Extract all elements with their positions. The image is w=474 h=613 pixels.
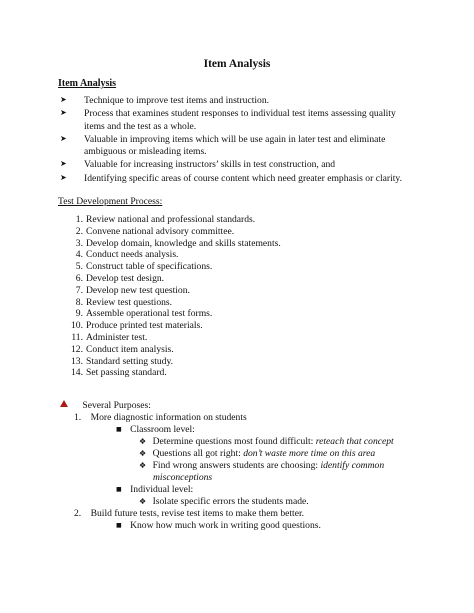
diamond-bullet-icon: ❖ [139, 497, 147, 506]
list-item: 6. Develop test design. [75, 272, 165, 284]
list-item: 4. Conduct needs analysis. [75, 249, 179, 261]
test-development-steps [71, 214, 281, 379]
purposes-heading: Several Purposes: [82, 400, 151, 411]
diamond-bullet-icon: ❖ [139, 437, 147, 446]
list-item: 12. Conduct item analysis. [71, 343, 174, 355]
page-title: Item Analysis [203, 58, 271, 70]
list-item: 5. Construct table of specifications. [75, 261, 213, 273]
square-bullet-icon: ■ [116, 522, 122, 529]
classroom-level: ■ Classroom level: [116, 424, 195, 435]
diamond-bullet-icon: ❖ [139, 461, 147, 470]
list-item: ➤ Identifying specific areas of course content which need greater emphasis or clarity. [60, 172, 402, 184]
arrow-bullet-icon: ➤ [60, 95, 67, 104]
arrow-bullet-icon: ➤ [60, 108, 67, 118]
individual-item-1: ❖ Isolate specific errors the students made. [139, 496, 309, 507]
list-item: 3. Develop domain, knowledge and skills statements. [75, 237, 281, 249]
list-item: 14. Set passing standard. [71, 367, 167, 379]
purpose-2-sub: ■ Know how much work in writing good questions. [116, 520, 321, 531]
classroom-item-2: ❖ Questions all got right: don’t waste more time on this area [139, 448, 376, 459]
list-item: 13. Standard setting study. [71, 355, 174, 367]
list-item: 10. Produce printed test materials. [71, 320, 203, 332]
red-arrow-bullet-icon [60, 400, 68, 407]
list-item: ➤ Technique to improve test items and instruction. [60, 95, 270, 106]
list-item: ➤ Valuable for increasing instructors’ skills in test construction, and [60, 159, 336, 171]
diamond-bullet-icon: ❖ [139, 449, 147, 458]
list-item: 1. Review national and professional standards. [75, 214, 256, 225]
purpose-2: 2. Build future tests, revise test items to make them better. [74, 508, 305, 519]
list-item: ➤ Process that examines student responses to individual test items assessing quality items and the test as a whole. [60, 108, 396, 132]
classroom-item-3: ❖ Find wrong answers students are choosing: identify common [139, 460, 385, 471]
list-item: ➤ Valuable in improving items which will be use again in later test and eliminate ambiguous or misleading items. [60, 133, 386, 158]
arrow-bullet-icon: ➤ [60, 172, 67, 182]
arrow-bullet-icon: ➤ [60, 133, 67, 143]
individual-level: ■ Individual level: [116, 484, 194, 495]
list-item: 9. Assemble operational test forms. [75, 308, 213, 320]
list-item: 11. Administer test. [71, 331, 148, 343]
section-heading-item-analysis: Item Analysis [58, 78, 117, 89]
square-bullet-icon: ■ [116, 486, 122, 493]
classroom-item-3-cont: misconceptions [153, 472, 213, 483]
list-item: 2. Convene national advisory committee. [75, 225, 235, 237]
square-bullet-icon: ■ [116, 426, 122, 433]
purpose-1: 1. More diagnostic information on students [74, 412, 247, 423]
list-item: 7. Develop new test question. [75, 284, 190, 296]
item-analysis-list [58, 95, 418, 186]
section-heading-test-development: Test Development Process: [58, 196, 163, 207]
classroom-item-1: ❖ Determine questions most found difficult: reteach that concept [139, 436, 394, 447]
list-item: 8. Review test questions. [75, 296, 173, 308]
purposes-heading-row [60, 400, 151, 412]
arrow-bullet-icon: ➤ [60, 159, 67, 169]
